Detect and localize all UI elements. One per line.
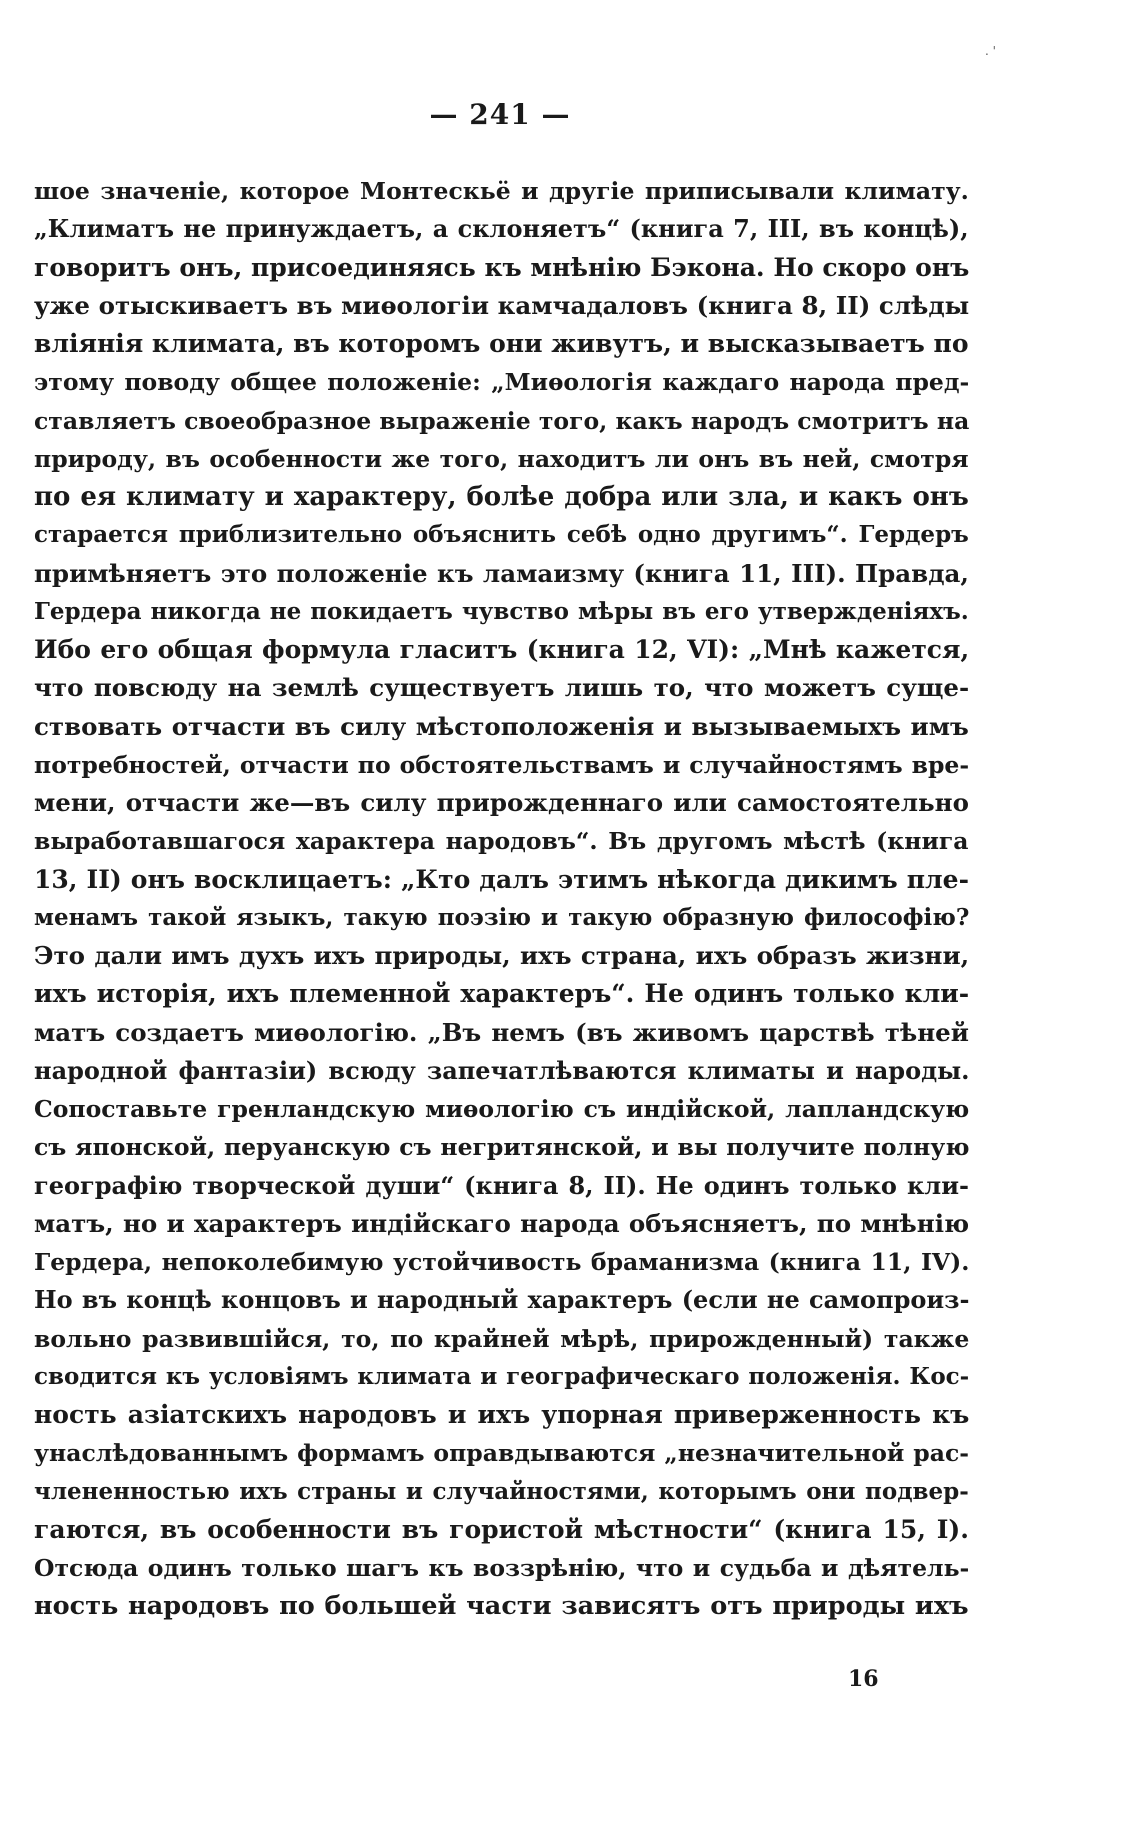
corner-mark: . ' [985,44,996,58]
text-line: говоритъ онъ, присоединяясь къ мнѣнію Бэкона. Но скоро онъ [34,252,969,282]
text-line: Сопоставьте гренландскую миѳологію съ индійской, лапландскую [34,1095,969,1123]
text-line: унаслѣдованнымъ формамъ оправдываются „незначительной рас- [34,1439,969,1468]
text-line: народной фантазіи) всюду запечатлѣваются климаты и народы. [34,1055,969,1085]
text-line: Гердера, непоколебимую устойчивость браманизма (книга 11, IV). [34,1248,969,1276]
text-line: съ японской, перуанскую съ негритянской, и вы получите полную [34,1133,969,1162]
text-line: ставляетъ своеобразное выраженіе того, какъ народъ смотритъ на [34,406,969,435]
text-line: „Климатъ не принуждаетъ, а склоняетъ“ (книга 7, III, въ концѣ), [34,214,969,244]
text-line: что повсюду на землѣ существуетъ лишь то, что можетъ суще- [34,673,969,703]
text-line: гаются, въ особенности въ гористой мѣстности“ (книга 15, I). [34,1514,969,1544]
page-number-header: — 241 — [429,98,571,131]
text-line: географію творческой души“ (книга 8, II). Не одинъ только кли- [34,1170,969,1200]
text-line: матъ создаетъ миѳологію. „Въ немъ (въ живомъ царствѣ тѣней [34,1017,969,1047]
text-line: примѣняетъ это положеніе къ ламаизму (книга 11, III). Правда, [34,558,969,588]
body-text [34,172,969,1626]
text-line: этому поводу общее положеніе: „Миѳологія каждаго народа пред- [34,368,969,397]
text-line: ствовать отчасти въ силу мѣстоположенія и вызываемыхъ имъ [34,711,969,741]
text-line: вольно развившійся, то, по крайней мѣрѣ, прирожденный) также [34,1324,969,1353]
text-line: природу, въ особенности же того, находитъ ли онъ въ ней, смотря [34,444,969,473]
text-line: члененностью ихъ страны и случайностями, которымъ они подвер- [34,1477,969,1505]
text-line: мени, отчасти же—въ силу прирожденнаго или самостоятельно [34,788,969,817]
text-line: Ибо его общая формула гласитъ (книга 12, VI): „Мнѣ кажется, [34,635,969,664]
text-line: старается приблизительно объяснить себѣ одно другимъ“. Гердеръ [34,521,969,549]
text-line: ность народовъ по большей части зависятъ отъ природы ихъ [34,1591,969,1622]
signature-mark: 16 [848,1666,879,1692]
text-line: выработавшагося характера народовъ“. Въ другомъ мѣстѣ (книга [34,827,969,856]
text-line: потребностей, отчасти по обстоятельствамъ и случайностямъ вре- [34,750,969,779]
text-line: матъ, но и характеръ индійскаго народа объясняетъ, по мнѣнію [34,1208,969,1238]
text-line: уже отыскиваетъ въ миѳологіи камчадаловъ (книга 8, II) слѣды [34,290,969,320]
text-line: шое значеніе, которое Монтескьё и другіе приписывали климату. [34,177,969,205]
text-line: ихъ исторія, ихъ племенной характеръ“. Не одинъ только кли- [34,979,969,1009]
text-line: 13, II) онъ восклицаетъ: „Кто далъ этимъ нѣкогда дикимъ пле- [34,864,969,894]
text-line: по ея климату и характеру, болѣе добра или зла, и какъ онъ [34,482,969,512]
text-line: вліянія климата, въ которомъ они живутъ, и высказываетъ по [34,329,969,358]
text-line: Гердера никогда не покидаетъ чувство мѣры въ его утвержденіяхъ. [34,597,969,625]
text-line: Это дали имъ духъ ихъ природы, ихъ страна, ихъ образъ жизни, [34,941,969,970]
text-line: Но въ концѣ концовъ и народный характеръ (если не самопроиз- [34,1285,969,1315]
text-line: сводится къ условіямъ климата и географическаго положенія. Кос- [34,1362,969,1390]
text-line: ность азіатскихъ народовъ и ихъ упорная приверженность къ [34,1400,969,1429]
text-line: менамъ такой языкъ, такую поэзію и такую образную философію? [34,903,969,931]
text-line: Отсюда одинъ только шагъ къ воззрѣнію, что и судьба и дѣятель- [34,1554,969,1582]
